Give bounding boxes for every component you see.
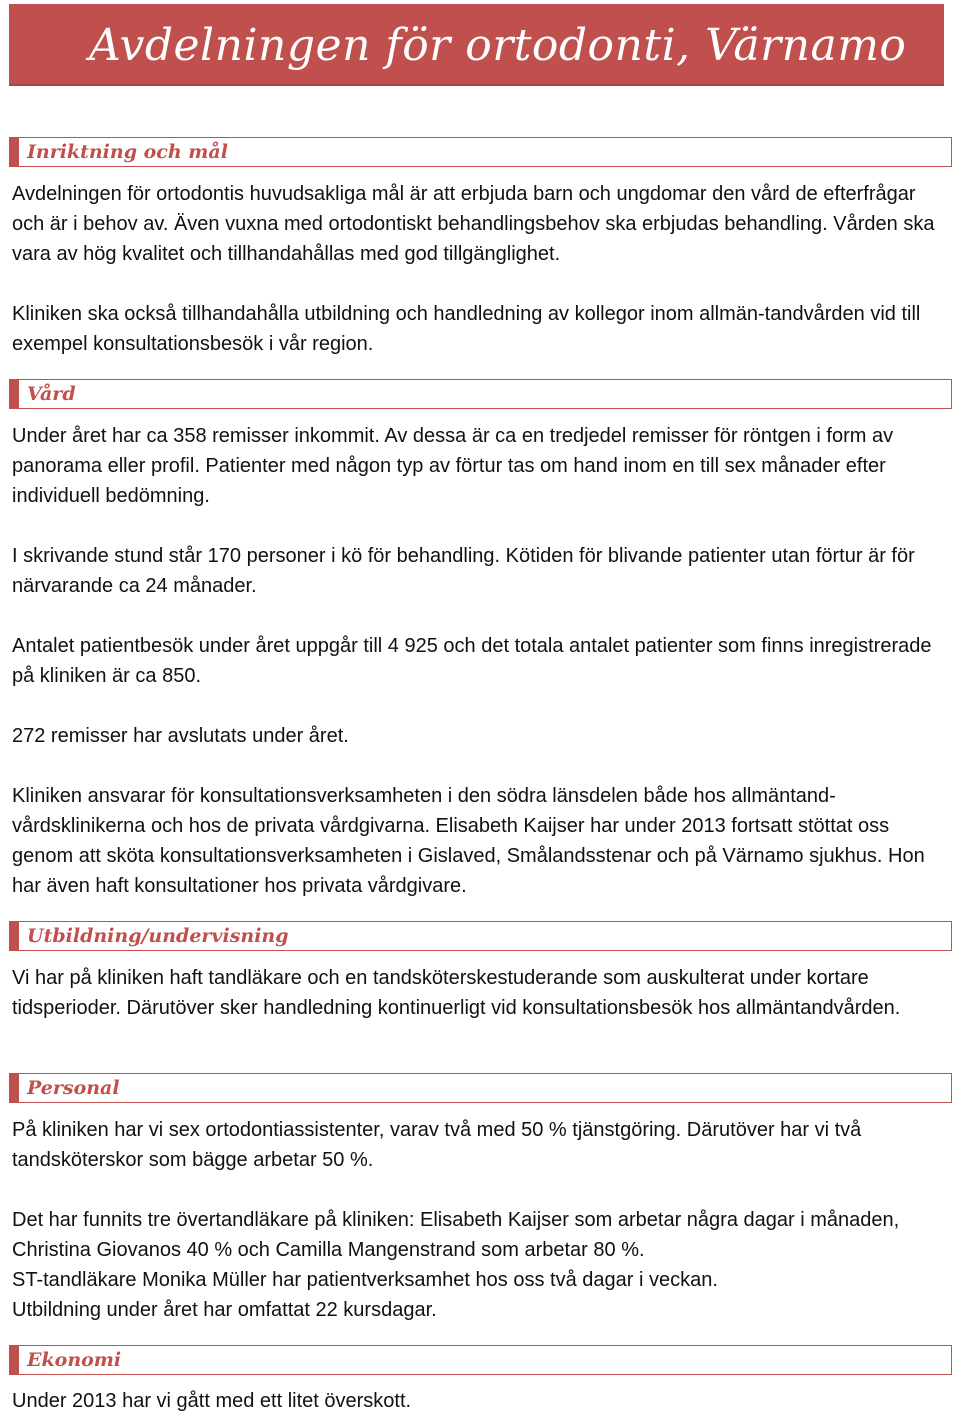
paragraph: Avdelningen för ortodontis huvudsakliga mål är att erbjuda barn och ungdomar den vård de efterfrågar och är i behov av. Även vuxna med ortodontiskt behandlingsbehov ska erbjudas behandling. Vården ska vara av hög kvalitet och tillhandahållas med god tillgänglighet. [12, 183, 935, 265]
section-heading-label: Vård [27, 383, 76, 405]
section-heading-ekonomi [9, 1345, 952, 1375]
paragraph: ST-tandläkare Monika Müller har patientverksamhet hos oss två dagar i veckan. [12, 1269, 718, 1291]
paragraph: Utbildning under året har omfattat 22 kursdagar. [12, 1299, 437, 1321]
section-heading-label: Personal [27, 1077, 120, 1099]
paragraph: 272 remisser har avslutats under året. [12, 725, 349, 747]
paragraph: På kliniken har vi sex ortodontiassistenter, varav två med 50 % tjänstgöring. Därutöver har vi två tandsköterskor som bägge arbetar 50 %. [12, 1119, 862, 1171]
section-heading-label: Utbildning/undervisning [27, 925, 289, 947]
paragraph: Vi har på kliniken haft tandläkare och en tandsköterskestuderande som auskulterat under kortare tidsperioder. Därutöver sker handledning kontinuerligt vid konsultationsbesök hos allmäntandvården. [12, 967, 901, 1019]
paragraph: Kliniken ansvarar för konsultationsverksamheten i den södra länsdelen både hos allmäntand-vårdsklinikerna och hos de privata vårdgivarna. Elisabeth Kaijser har under 2013 fortsatt stöttat oss genom att sköta konsultationsverksamheten i Gislaved, Smålandsstenar och på Värnamo sjukhus. Hon har även haft konsultationer hos privata vårdgivare. [12, 785, 925, 897]
title-banner [9, 4, 944, 86]
section-heading-vard [9, 379, 952, 409]
paragraph: I skrivande stund står 170 personer i kö för behandling. Kötiden för blivande patienter utan förtur är för närvarande ca 24 månader. [12, 545, 915, 597]
paragraph: Under 2013 har vi gått med ett litet överskott. [12, 1390, 412, 1412]
section-heading-label: Ekonomi [27, 1349, 122, 1371]
paragraph: Kliniken ska också tillhandahålla utbildning och handledning av kollegor inom allmän-tandvården vid till exempel konsultationsbesök i vår region. [12, 303, 921, 355]
section-heading-inriktning [9, 137, 952, 167]
paragraph: Under året har ca 358 remisser inkommit. Av dessa är ca en tredjedel remisser för röntgen i form av panorama eller profil. Patienter med någon typ av förtur tas om hand inom en till sex månader efter individuell bedömning. [12, 425, 894, 507]
section-heading-utbildning [9, 921, 952, 951]
section-heading-personal [9, 1073, 952, 1103]
paragraph: Antalet patientbesök under året uppgår till 4 925 och det totala antalet patienter som finns inregistrerade på kliniken är ca 850. [12, 635, 932, 687]
paragraph: Det har funnits tre övertandläkare på kliniken: Elisabeth Kaijser som arbetar några dagar i månaden, Christina Giovanos 40 % och Camilla Mangenstrand som arbetar 80 %. [12, 1209, 900, 1261]
section-heading-label: Inriktning och mål [27, 141, 228, 163]
page-title: Avdelningen för ortodonti, Värnamo [89, 20, 907, 71]
